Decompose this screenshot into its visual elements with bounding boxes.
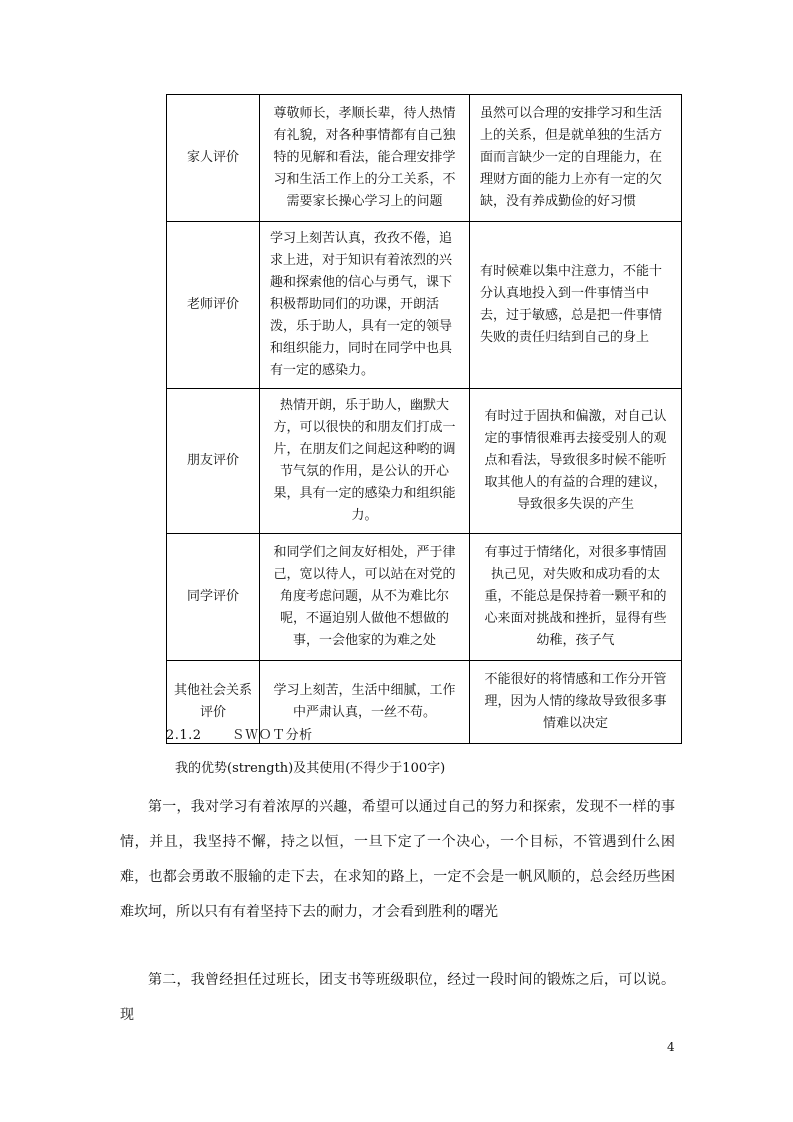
category-cell: 家人评价 [167,95,260,222]
body-paragraph-1: 第一，我对学习有着浓厚的兴趣，希望可以通过自己的努力和探索，发现不一样的事情，并且，我坚持不懈，持之以恒，一旦下定了一个决心，一个目标，不管遇到什么困难，也都会勇敢不服输的走下去，在求知的路上，一定不会是一帆风顺的，总会经历些困难坎坷，所以只有有着坚持下去的耐力，才会看到胜利的曙光 [120,799,675,920]
section-number: 2.1.2 [166,728,202,743]
section-title: ＳＷＯＴ分析 [231,728,313,743]
table-row [167,534,682,661]
strength-cell: 和同学们之间友好相处，严于律己，宽以待人，可以站在对党的角度考虑问题，从不为难比尔呢，不逼迫别人做他不想做的事，一会他家的为难之处 [260,534,470,661]
strength-cell: 学习上刻苦认真，孜孜不倦，追求上进，对于知识有着浓烈的兴趣和探索他的信心与勇气，课下积极帮助同们的功课，开朗活泼，乐于助人，具有一定的领导和组织能力，同时在同学中也具有一定的感染力。 [260,222,470,389]
evaluation-table [166,94,682,744]
strength-cell: 尊敬师长，孝顺长辈，待人热情有礼貌，对各种事情都有自己独特的见解和看法，能合理安排学习和生活工作上的分工关系，不需要家长操心学习上的问题 [260,95,470,222]
strength-heading: 我的优势(strength)及其使用(不得少于100字) [175,761,446,776]
category-cell: 朋友评价 [167,389,260,534]
weakness-cell: 有时候难以集中注意力，不能十分认真地投入到一件事情当中去，过于敏感，总是把一件事情失败的责任归结到自己的身上 [470,222,682,389]
category-cell: 同学评价 [167,534,260,661]
strength-cell: 学习上刻苦，生活中细腻，工作中严肃认真，一丝不苟。 [260,661,470,744]
page-number: 4 [667,1040,675,1054]
weakness-cell: 有事过于情绪化，对很多事情固执己见，对失败和成功看的太重，不能总是保持着一颗平和的心来面对挑战和挫折，显得有些幼稚，孩子气 [470,534,682,661]
weakness-cell: 不能很好的将情感和工作分开管理，因为人情的缘故导致很多事情难以决定 [470,661,682,744]
strength-cell: 热情开朗，乐于助人，幽默大方，可以很快的和朋友们打成一片，在朋友们之间起这种哟的调节气氛的作用，是公认的开心果，具有一定的感染力和组织能力。 [260,389,470,534]
table-row [167,95,682,222]
table-row [167,222,682,389]
category-cell: 其他社会关系评价 [167,661,260,744]
table-row [167,389,682,534]
category-cell: 老师评价 [167,222,260,389]
weakness-cell: 有时过于固执和偏激，对自己认定的事情很难再去接受别人的观点和看法，导致很多时候不能听取其他人的有益的合理的建议，导致很多失误的产生 [470,389,682,534]
weakness-cell: 虽然可以合理的安排学习和生活上的关系，但是就单独的生活方面而言缺少一定的自理能力，在理财方面的能力上亦有一定的欠缺，没有养成勤俭的好习惯 [470,95,682,222]
body-paragraph-2: 第二，我曾经担任过班长，团支书等班级职位，经过一段时间的锻炼之后，可以说。现 [120,972,675,1023]
section-heading [166,724,313,743]
